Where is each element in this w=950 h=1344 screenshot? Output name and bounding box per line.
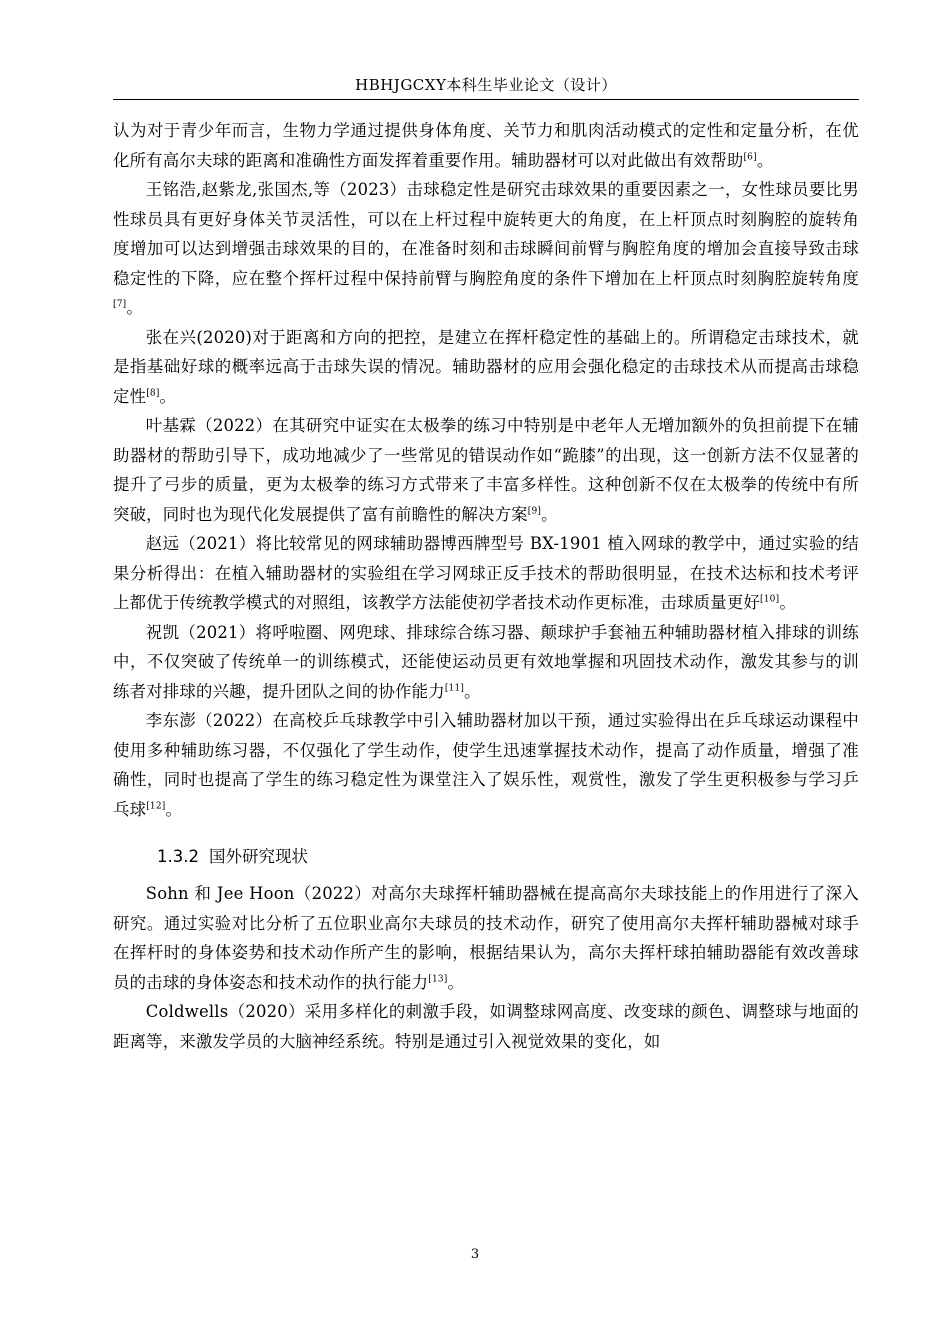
paragraph-zhang-zaixing: 张在兴(2020)对于距离和方向的把控，是建立在挥杆稳定性的基础上的。所谓稳定击球技术，就是指基础好球的概率远高于击球失误的情况。辅助器材的应用会强化稳定的击球技术从而提高击球稳定性[8]。 bbox=[113, 327, 859, 406]
citation-ref: [9] bbox=[527, 506, 542, 517]
citation-ref: [7] bbox=[113, 299, 127, 310]
section-heading bbox=[113, 842, 859, 871]
paragraph-sohn: Sohn 和 Jee Hoon（2022）对高尔夫球挥杆辅助器械在提高高尔夫球技能上的作用进行了深入研究。通过实验对比分析了五位职业高尔夫球员的技术动作，研究了使用高尔夫挥杆辅助器械对球手在挥杆时的身体姿势和技术动作所产生的影响，根据结果认为，高尔夫挥杆球拍辅助器能有效改善球员的击球的身体姿态和技术动作的执行能力[13]。 bbox=[113, 884, 859, 992]
paragraph-zhao-yuan: 赵远（2021）将比较常见的网球辅助器博西牌型号 BX-1901 植入网球的教学中，通过实验的结果分析得出：在植入辅助器材的实验组在学习网球正反手技术的帮助很明显，在技术达标和技术考评上都优于传统教学模式的对照组，该教学方法能使初学者技术动作更标准，击球质量更好[10]。 bbox=[113, 534, 859, 612]
paragraph-li-dongpeng: 李东澎（2022）在高校乒乓球教学中引入辅助器材加以干预，通过实验得出在乒乓球运动课程中使用多种辅助练习器，不仅强化了学生动作，使学生迅速掌握技术动作，提高了动作质量，增强了准确性，同时也提高了学生的练习稳定性为课堂注入了娱乐性，观赏性，激发了学生更积极参与学习乒乓球[12]。 bbox=[113, 711, 859, 819]
citation-ref: [12] bbox=[146, 801, 166, 812]
body-text bbox=[113, 116, 859, 1056]
section-number: 1.3.2 bbox=[157, 847, 199, 866]
citation-ref: [10] bbox=[760, 594, 780, 605]
citation-ref: [8] bbox=[146, 388, 160, 399]
citation-ref: [11] bbox=[444, 683, 465, 694]
section-title: 国外研究现状 bbox=[208, 847, 308, 866]
running-header: HBHJGCXY本科生毕业论文（设计） bbox=[355, 76, 617, 94]
citation-ref: [13] bbox=[428, 974, 448, 985]
paragraph-ye-jilin: 叶基霖（2022）在其研究中证实在太极拳的练习中特别是中老年人无增加额外的负担前提下在辅助器材的帮助引导下，成功地减少了一些常见的错误动作如“跪膝”的出现，这一创新方法不仅显著的提升了弓步的质量，更为太极拳的练习方式带来了丰富多样性。这种创新不仅在太极拳的传统中有所突破，同时也为现代化发展提供了富有前瞻性的解决方案[9]。 bbox=[113, 416, 859, 524]
paragraph-coldwells: Coldwells（2020）采用多样化的刺激手段，如调整球网高度、改变球的颜色、调整球与地面的距离等，来激发学员的大脑神经系统。特别是通过引入视觉效果的变化，如 bbox=[113, 1002, 859, 1051]
paragraph-zhu-kai: 祝凯（2021）将呼啦圈、网兜球、排球综合练习器、颠球护手套袖五种辅助器材植入排球的训练中，不仅突破了传统单一的训练模式，还能使运动员更有效地掌握和巩固技术动作，激发其参与的训练者对排球的兴趣，提升团队之间的协作能力[11]。 bbox=[113, 622, 859, 701]
citation-ref: [6] bbox=[743, 152, 757, 163]
paragraph-wang-minghao: 王铭浩,赵紫龙,张国杰,等（2023）击球稳定性是研究击球效果的重要因素之一，女性球员要比男性球员具有更好身体关节灵活性，可以在上杆过程中旋转更大的角度，在上杆顶点时刻胸腔的旋转角度增加可以达到增强击球效果的目的，在准备时刻和击球瞬间前臂与胸腔角度的增加会直接导致击球稳定性的下降，应在整个挥杆过程中保持前臂与胸腔角度的条件下增加在上杆顶点时刻胸腔旋转角度[7]。 bbox=[113, 180, 859, 317]
header-rule bbox=[113, 99, 859, 100]
paragraph-continuation: 认为对于青少年而言，生物力学通过提供身体角度、关节力和肌肉活动模式的定性和定量分析，在优化所有高尔夫球的距离和准确性方面发挥着重要作用。辅助器材可以对此做出有效帮助[6]。 bbox=[113, 121, 859, 170]
page-number: 3 bbox=[470, 1247, 480, 1262]
